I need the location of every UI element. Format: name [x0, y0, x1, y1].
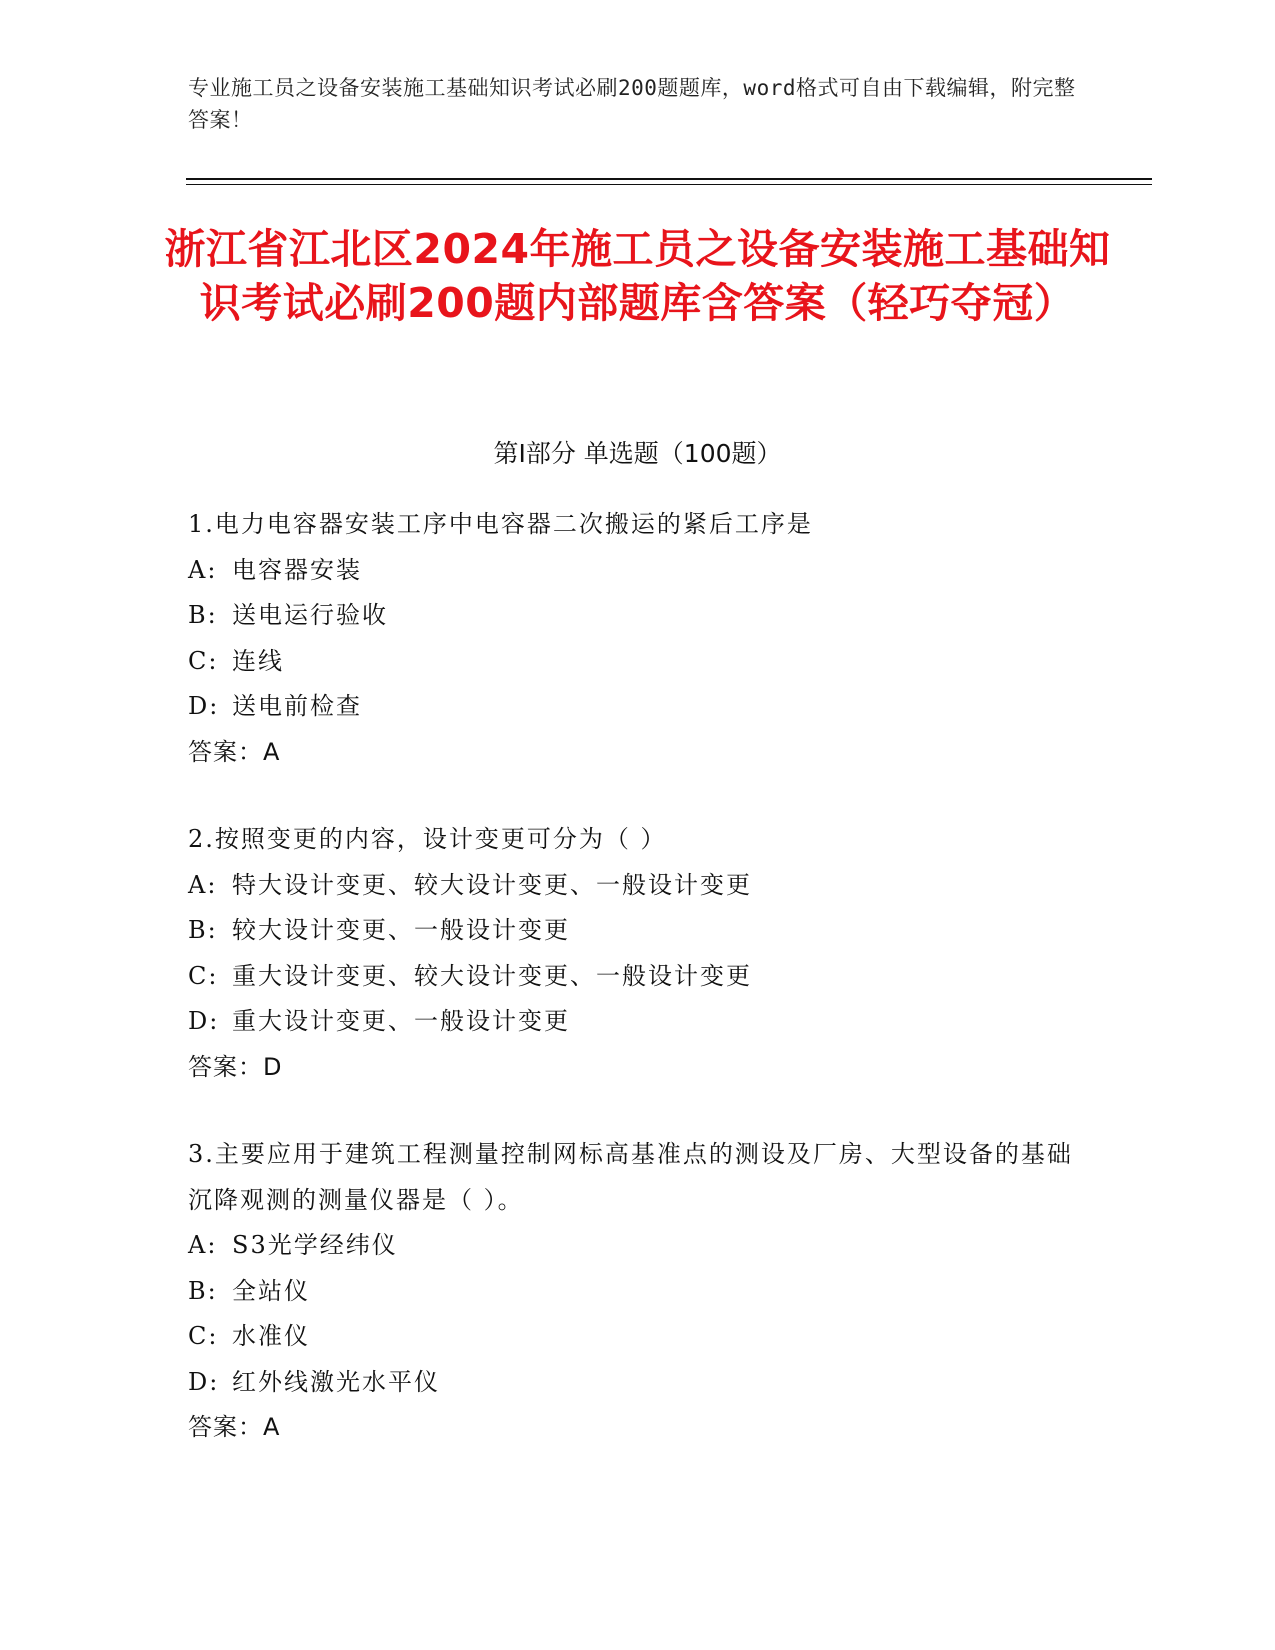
option-text: 全站仪: [232, 1276, 310, 1305]
option-text: 较大设计变更、一般设计变更: [232, 916, 570, 944]
option-c: [188, 954, 1088, 1000]
option-key: B:: [188, 601, 218, 629]
option-key: D:: [188, 692, 220, 720]
option-a: [188, 863, 1088, 909]
option-text: 重大设计变更、一般设计变更: [232, 1007, 570, 1035]
option-key: C:: [188, 646, 219, 675]
question-1: [188, 502, 1088, 775]
question-3: [188, 1132, 1088, 1451]
option-text: S3光学经纬仪: [232, 1231, 398, 1259]
option-text: 水准仪: [232, 1322, 310, 1350]
option-text: 送电运行验收: [232, 601, 388, 629]
option-key: A:: [188, 555, 218, 584]
option-a: [188, 1223, 1088, 1269]
option-d: [188, 1360, 1088, 1406]
option-key: B:: [188, 1276, 218, 1305]
option-b: [188, 908, 1088, 954]
section-heading: 第I部分 单选题（100题）: [493, 439, 782, 468]
question-2: [188, 817, 1088, 1090]
header-divider-thin: [186, 184, 1152, 185]
option-c: [188, 1314, 1088, 1360]
option-key: D:: [188, 1367, 220, 1396]
option-d: [188, 999, 1088, 1045]
header-note: 专业施工员之设备安装施工基础知识考试必刷200题题库，word格式可自由下载编辑，附完整答案！: [188, 76, 1076, 132]
header-divider: [186, 178, 1152, 180]
question-stem: 2.按照变更的内容，设计变更可分为（ ）: [188, 825, 667, 853]
option-key: D:: [188, 1007, 220, 1035]
question-stem: 3.主要应用于建筑工程测量控制网标高基准点的测设及厂房、大型设备的基础沉降观测的测量仪器是（ ）。: [188, 1140, 1073, 1214]
option-b: [188, 593, 1088, 639]
option-text: 连线: [232, 646, 284, 675]
option-text: 电容器安装: [232, 555, 362, 584]
option-text: 特大设计变更、较大设计变更、一般设计变更: [232, 870, 752, 899]
question-stem: 1.电力电容器安装工序中电容器二次搬运的紧后工序是: [188, 510, 813, 538]
option-key: B:: [188, 916, 218, 944]
option-key: A:: [188, 1231, 218, 1259]
option-key: A:: [188, 870, 218, 899]
option-a: [188, 548, 1088, 594]
option-b: [188, 1269, 1088, 1315]
option-text: 红外线激光水平仪: [232, 1367, 440, 1396]
document-title: 浙江省江北区2024年施工员之设备安装施工基础知识考试必刷200题内部题库含答案（轻巧夺冠）: [164, 225, 1111, 327]
option-text: 送电前检查: [232, 692, 362, 720]
option-c: [188, 639, 1088, 685]
answer-line: 答案：A: [188, 1413, 281, 1441]
option-key: C:: [188, 1322, 219, 1350]
answer-line: 答案：A: [188, 737, 281, 766]
option-text: 重大设计变更、较大设计变更、一般设计变更: [232, 961, 752, 990]
answer-line: 答案：D: [188, 1052, 283, 1081]
option-key: C:: [188, 961, 219, 990]
option-d: [188, 684, 1088, 730]
